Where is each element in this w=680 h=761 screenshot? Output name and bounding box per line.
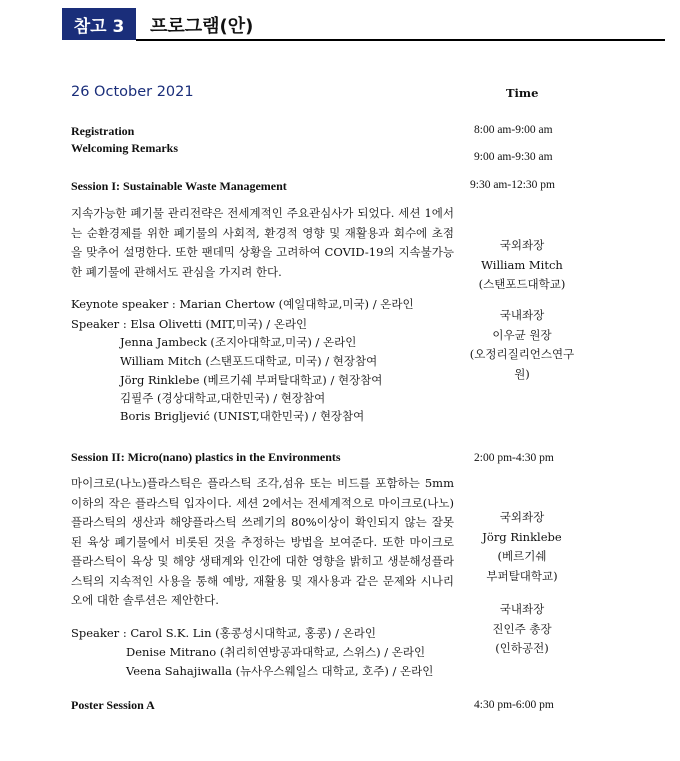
registration-time: 8:00 am-9:00 am (474, 124, 553, 136)
session2-speaker: Veena Sahajiwalla (뉴사우스웨일스 대학교, 호주) / 온라인 (126, 664, 434, 678)
session1-time: 9:30 am-12:30 pm (470, 179, 555, 191)
session1-speaker: Jörg Rinklebe (베르기쉐 부퍼탈대학교) / 현장참여 (120, 373, 383, 387)
time-column-header: Time (506, 86, 539, 100)
session2-description: 마이크로(나노)플라스틱은 플라스틱 조각,섬유 또는 비드를 포함하는 5mm이하의 작은 플라스틱 입자이다. 세션 2에서는 전세계적으로 마이크로(나노)플라스틱의 생산과 해양플라스틱 쓰레기의 80%이상이 확인되지 않는 잘못된 육상 폐기물에서 비롯된 것을 추정하는 방법을 보여준다. 또한 마이크로 플라스틱이 육상 및 해양 생태계와 인간에 대한 영향을 밝히고 생분해성플라스틱의 지속적인 사용을 통해 예방, 재활용 및 재사용과 같은 문제와 시나리오에 대한 솔루션은 제안한다. (71, 476, 454, 607)
registration-label: Registration (71, 124, 135, 138)
chair-name: William Mitch (481, 257, 563, 272)
welcoming-remarks-time: 9:00 am-9:30 am (474, 151, 553, 163)
chair-affiliation: (인하공전) (495, 641, 549, 655)
welcoming-remarks-label: Welcoming Remarks (71, 141, 178, 155)
chair-name: 진인주 총장 (492, 621, 552, 636)
chair-affiliation: (오정리질리언스연구원) (469, 347, 575, 381)
session1-foreign-chair (462, 236, 582, 295)
page-title: 프로그램(안) (150, 16, 254, 37)
section-badge: 참고 3 (62, 8, 136, 40)
session1-speaker: Boris Brigljević (UNIST,대한민국) / 현장참여 (120, 409, 365, 423)
session1-speaker: William Mitch (스탠포드대학교, 미국) / 현장참여 (120, 354, 378, 368)
session2-speaker: Speaker : Carol S.K. Lin (홍콩성시대학교, 홍콩) / 온라인 (71, 626, 376, 640)
session2-time: 2:00 pm-4:30 pm (474, 452, 554, 464)
session1-title: Session I: Sustainable Waste Management (71, 179, 287, 193)
session2-speaker: Denise Mitrano (취리히연방공과대학교, 스위스) / 온라인 (126, 645, 426, 659)
chair-role: 국외좌장 (499, 238, 545, 252)
session2-foreign-chair (462, 508, 582, 586)
chair-role: 국내좌장 (499, 308, 545, 322)
poster-session-title: Poster Session A (71, 698, 155, 712)
chair-affiliation: (베르기쉐 (497, 549, 547, 563)
chair-name: 이우균 원장 (492, 327, 552, 342)
chair-name: Jörg Rinklebe (482, 529, 562, 544)
chair-role: 국내좌장 (499, 602, 545, 616)
chair-affiliation: (스탠포드대학교) (478, 277, 566, 291)
session1-domestic-chair (462, 306, 582, 384)
session1-keynote: Keynote speaker : Marian Chertow (예일대학교,미국) / 온라인 (71, 297, 414, 311)
session1-speaker: Speaker : Elsa Olivetti (MIT,미국) / 온라인 (71, 317, 308, 331)
session2-domestic-chair (462, 600, 582, 659)
program-date: 26 October 2021 (71, 84, 194, 100)
poster-session-time: 4:30 pm-6:00 pm (474, 699, 554, 711)
session1-speaker: 김필주 (경상대학교,대한민국) / 현장참여 (120, 391, 326, 405)
session1-speaker: Jenna Jambeck (조지아대학교,미국) / 온라인 (120, 335, 357, 349)
session1-description: 지속가능한 폐기물 관리전략은 전세계적인 주요관심사가 되었다. 세션 1에서는 순환경제를 위한 폐기물의 사회적, 환경적 영향 및 재활용과 회수에 초점을 맞추어 설명한다. 또한 팬데믹 상황을 고려하여 COVID-19의 지속불가능한 폐기물에 관해서도 관심을 가지려 한다. (71, 206, 454, 279)
chair-affiliation: 부퍼탈대학교) (486, 568, 558, 583)
header-rule (136, 39, 665, 41)
chair-role: 국외좌장 (499, 510, 545, 524)
session2-title: Session II: Micro(nano) plastics in the Environments (71, 450, 341, 464)
